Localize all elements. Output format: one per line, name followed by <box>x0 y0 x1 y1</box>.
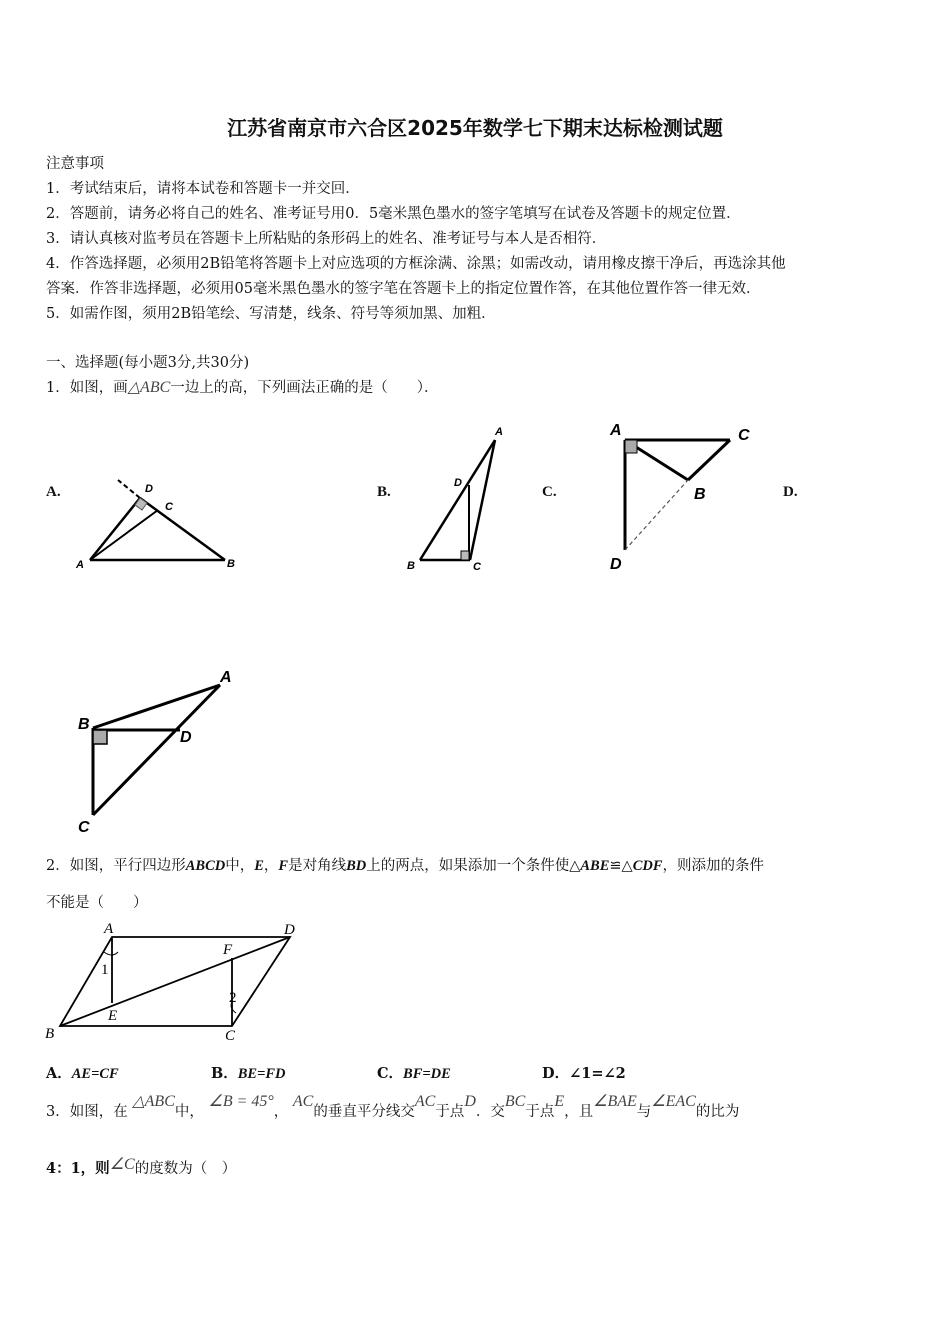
q3-text: 的比为 <box>695 1104 740 1120</box>
notice-item: 2．答题前，请务必将自己的姓名、准考证号用0．5毫米黑色墨水的签字笔填写在试卷及答题卡的规定位置． <box>46 206 741 222</box>
q3-text: ．交 <box>475 1104 505 1120</box>
q2-option-text: BE=FD <box>237 1066 286 1082</box>
q2-option-text: BF=DE <box>403 1066 451 1082</box>
section-heading: 一、选择题(每小题3分,共30分) <box>46 355 250 371</box>
fig-b-label: C <box>473 561 481 573</box>
q2-math: BD <box>346 858 367 874</box>
q2-text: ，则添加的条件 <box>662 858 765 874</box>
fig-c-label: A <box>610 422 622 439</box>
q3-math: E <box>554 1093 565 1110</box>
notice-item: 4．作答选择题，必须用2B铅笔将答题卡上对应选项的方框涂满、涂黑；如需改动，请用橡皮擦干净后，再选涂其他 <box>46 256 786 272</box>
q1-figure-a <box>70 470 250 580</box>
notice-item: 答案．作答非选择题，必须用05毫米黑色墨水的签字笔在答题卡上的指定位置作答，在其他位置作答一律无效． <box>46 281 761 297</box>
q3-math: BC <box>504 1093 526 1110</box>
q1-figure-c <box>600 415 770 580</box>
question-2-line2: 不能是（ ） <box>46 895 148 911</box>
q3-text: 于点 <box>435 1104 465 1120</box>
q2-figure <box>40 918 310 1048</box>
fig-d-label: C <box>78 819 90 836</box>
q3-math: △ABC <box>132 1093 175 1110</box>
fig-d-label: B <box>78 716 90 733</box>
q2-fig-label: 2 <box>229 990 237 1006</box>
q2-fig-label: E <box>108 1008 118 1024</box>
q3-math: AC <box>292 1093 314 1110</box>
q1-option-d[interactable]: D. <box>783 484 798 500</box>
question-3-line2 <box>46 1157 236 1178</box>
q2-math: ABCD <box>185 858 226 874</box>
q1-option-a[interactable]: A. <box>46 484 61 500</box>
notice-item: 5．如需作图，须用2B铅笔绘、写清楚，线条、符号等须加黑、加粗． <box>46 306 496 322</box>
question-2-line1 <box>46 854 764 875</box>
q3-math: D <box>464 1093 476 1110</box>
q3-math: AC <box>414 1093 436 1110</box>
q2-fig-label: B <box>45 1026 55 1042</box>
q3-text: 于点 <box>525 1104 555 1120</box>
q2-math: F <box>278 858 289 874</box>
q3-text: ， <box>273 1104 289 1120</box>
q2-option-label: A． <box>46 1065 72 1082</box>
notice-item: 3．请认真核对监考员在答题卡上所粘贴的条形码上的姓名、准考证号与本人是否相符． <box>46 231 607 247</box>
q2-option-c[interactable] <box>377 1062 451 1083</box>
q2-fig-label: F <box>223 942 233 958</box>
q1-figure-d <box>70 665 250 840</box>
fig-d-label: D <box>180 729 192 746</box>
q3-text: ，且 <box>564 1104 594 1120</box>
q3-text: 中， <box>174 1104 204 1120</box>
q2-option-d[interactable] <box>542 1062 626 1083</box>
q2-math: ABE <box>580 858 610 874</box>
q2-text: 是对角线 <box>288 858 347 874</box>
question-3-line1 <box>46 1093 906 1121</box>
q3-text: 的垂直平分线交 <box>313 1104 415 1120</box>
q1-figure-b <box>400 420 520 580</box>
q2-option-b[interactable] <box>211 1062 286 1083</box>
q1-rest: 一边上的高，下列画法正确的是（ ）． <box>170 380 439 396</box>
q2-text: 中， <box>225 858 255 874</box>
q2-option-a[interactable] <box>46 1062 119 1083</box>
q2-text: ， <box>263 858 279 874</box>
q2-math: E <box>254 858 264 874</box>
q3-text: 的度数为（ ） <box>134 1161 237 1177</box>
q1-math: △ABC <box>127 379 171 396</box>
q1-num: 1．如图，画 <box>46 380 128 396</box>
page-title: 江苏省南京市六合区2025年数学七下期末达标检测试题 <box>227 116 723 140</box>
q1-option-b[interactable]: B. <box>377 484 391 500</box>
notice-item: 1．考试结束后，请将本试卷和答题卡一并交回． <box>46 181 360 197</box>
fig-b-label: B <box>407 560 415 572</box>
q2-math: CDF <box>632 858 663 874</box>
q2-text: 上的两点，如果添加一个条件使△ <box>366 858 581 874</box>
q2-text: 2．如图，平行四边形 <box>46 858 186 874</box>
fig-c-label: D <box>610 556 622 573</box>
q3-text: 4：1，则 <box>46 1160 110 1177</box>
q3-math: ∠B = 45° <box>208 1093 274 1110</box>
fig-a-label: C <box>165 501 173 513</box>
q2-option-text: ∠1=∠2 <box>569 1065 626 1082</box>
fig-c-label: B <box>694 486 706 503</box>
fig-a-label: B <box>227 558 235 570</box>
q3-math: ∠BAE <box>593 1093 637 1110</box>
question-1 <box>46 376 439 397</box>
fig-b-label: D <box>454 477 462 489</box>
q2-text: ≌△ <box>609 858 633 874</box>
fig-d-label: A <box>220 669 232 686</box>
q2-option-label: D． <box>542 1065 570 1082</box>
q1-option-c[interactable]: C. <box>542 484 557 500</box>
q2-fig-label: D <box>284 922 295 938</box>
fig-a-label: A <box>76 559 84 571</box>
q2-fig-label: C <box>225 1028 236 1044</box>
notice-heading: 注意事项 <box>46 156 104 172</box>
q2-option-label: C． <box>377 1065 404 1082</box>
q2-fig-label: A <box>104 921 114 937</box>
q3-text: 与 <box>636 1104 652 1120</box>
fig-c-label: C <box>738 427 750 444</box>
q2-option-label: B． <box>211 1065 238 1082</box>
fig-a-label: D <box>145 483 153 495</box>
q3-math: ∠C <box>109 1156 135 1173</box>
fig-b-label: A <box>495 426 503 438</box>
q2-option-text: AE=CF <box>71 1066 119 1082</box>
q3-math: ∠EAC <box>651 1093 696 1110</box>
q2-fig-label: 1 <box>101 962 109 978</box>
q3-text: 3．如图，在 <box>46 1104 128 1120</box>
